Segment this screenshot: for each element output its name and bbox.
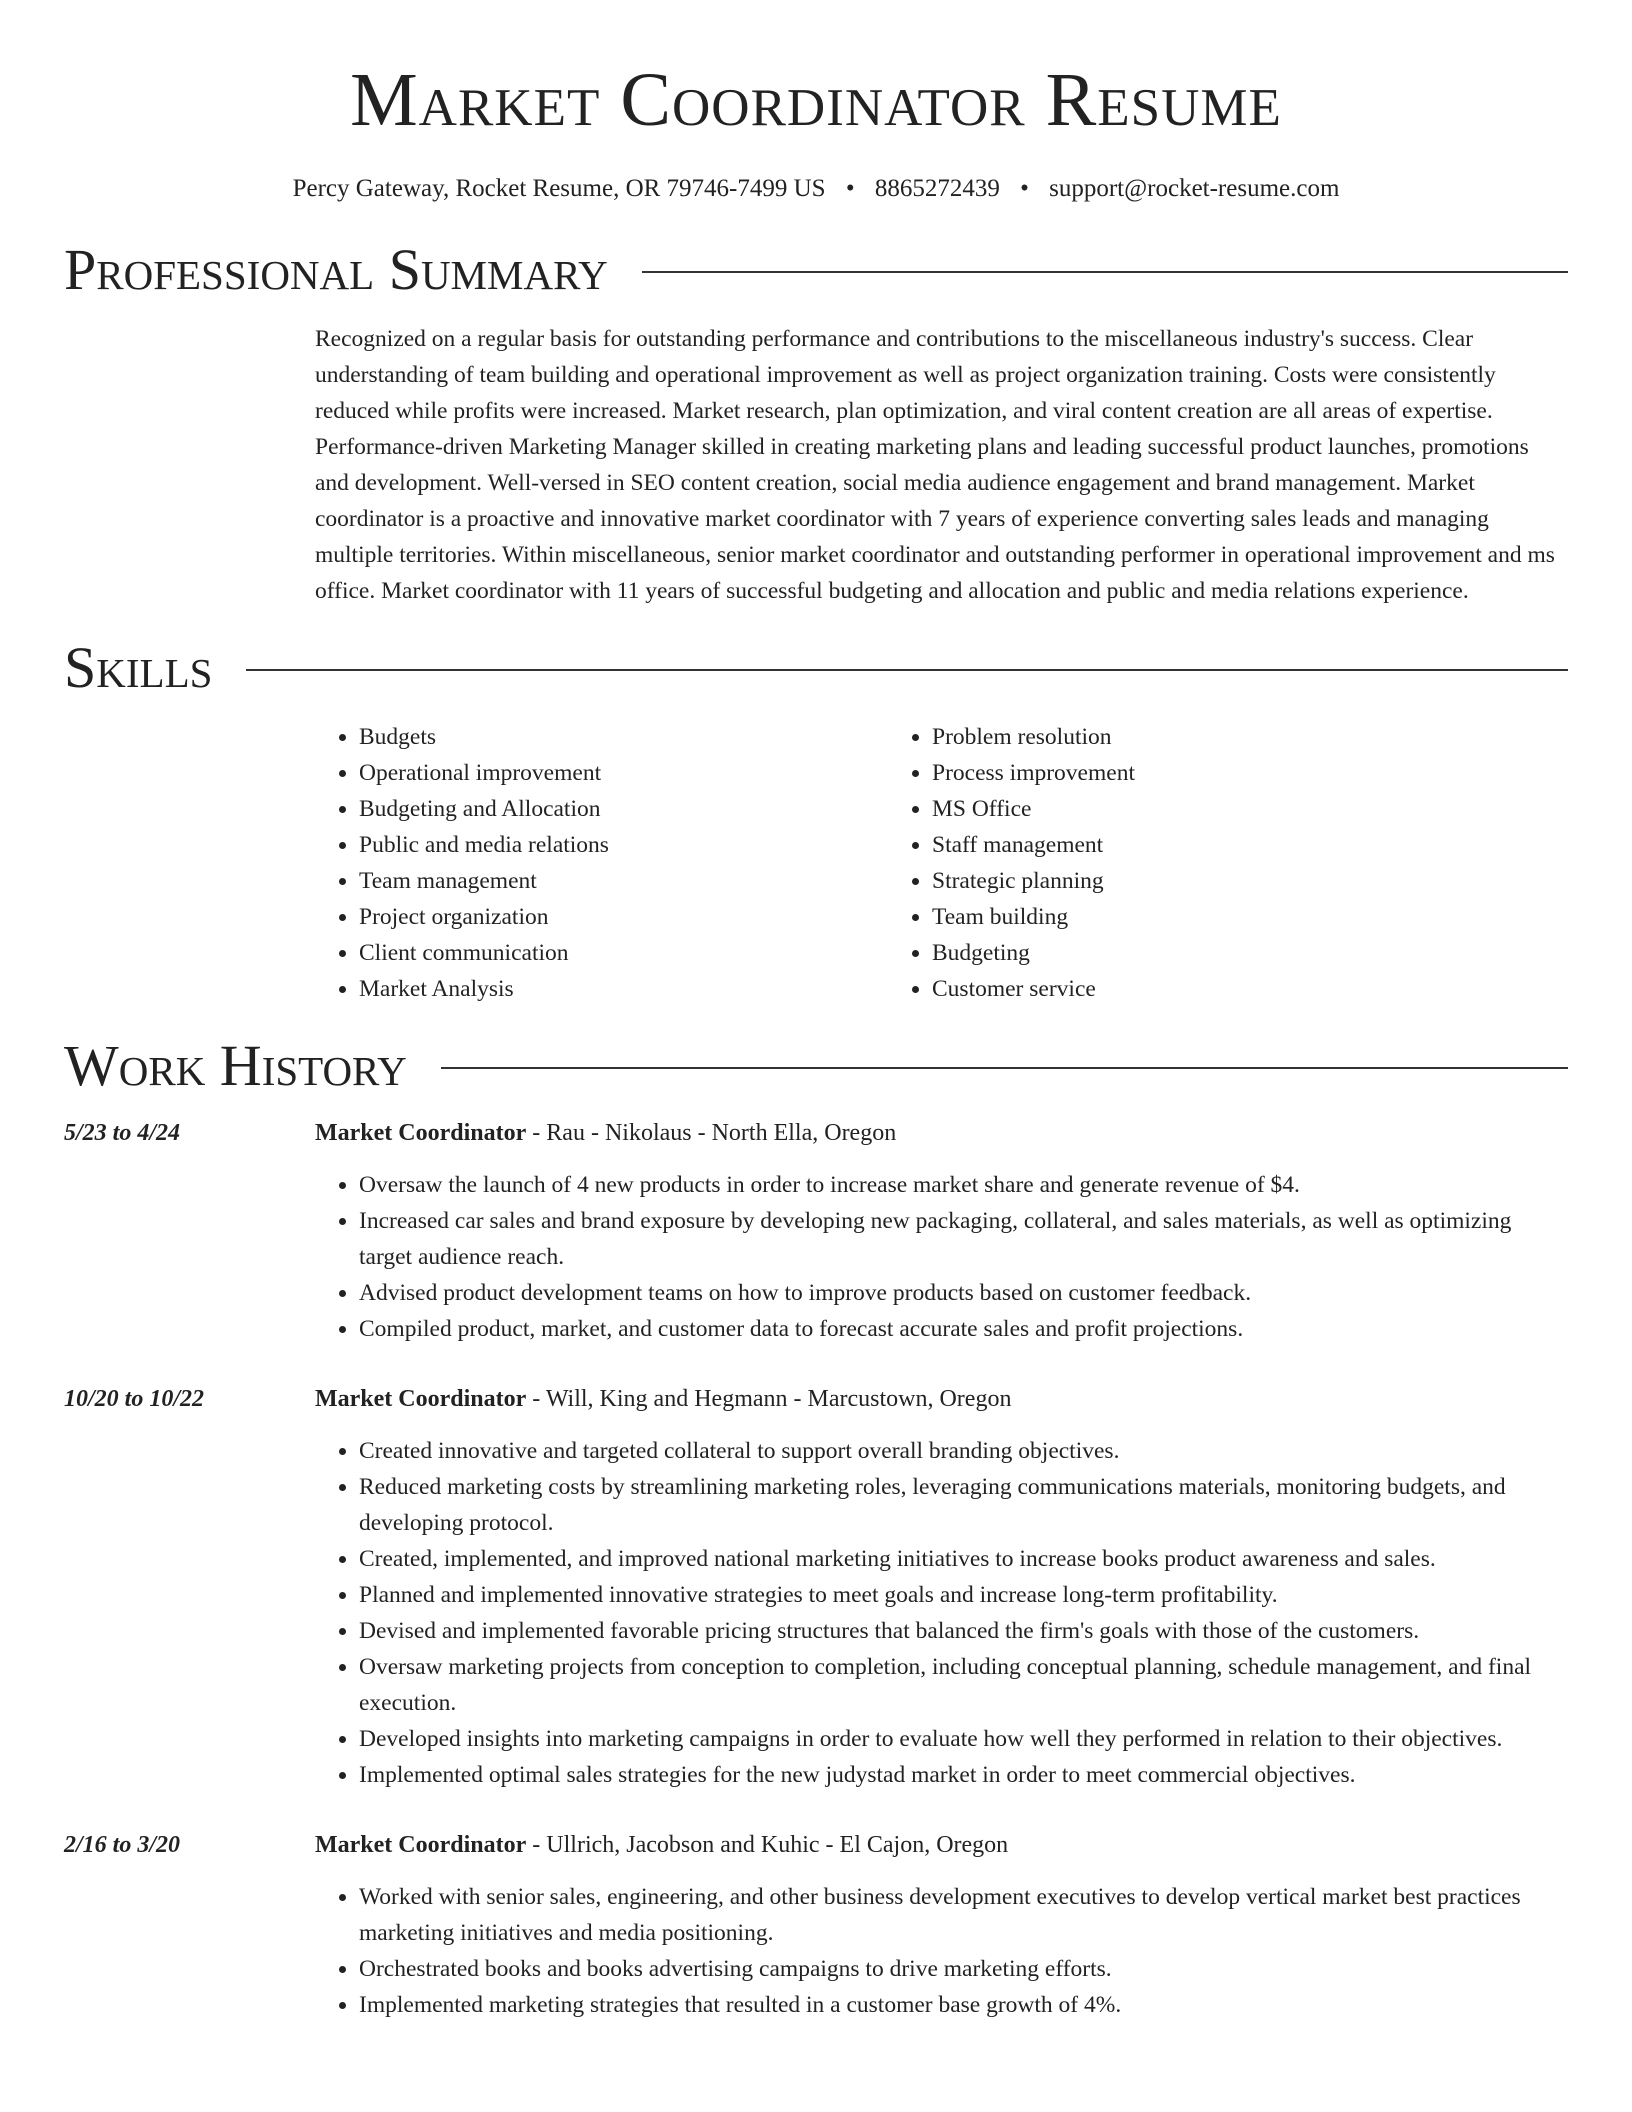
job-bullet: • Created innovative and targeted collateral to support overall branding objectives. xyxy=(359,1433,1568,1469)
skill-item: • Client communication xyxy=(359,935,888,971)
job-title: Market Coordinator xyxy=(315,1386,527,1412)
job-bullet: • Developed insights into marketing campaigns in order to evaluate how well they performed in relation to their objectives. xyxy=(359,1721,1568,1757)
skill-item: • Project organization xyxy=(359,899,888,935)
job-header xyxy=(315,1381,1568,1417)
job-employer: - Will, King and Hegmann - Marcustown, Oregon xyxy=(526,1386,1012,1412)
skill-item: • Problem resolution xyxy=(932,719,1135,755)
skills-heading: Skills xyxy=(64,635,213,700)
skill-item: • MS Office xyxy=(932,791,1135,827)
skills-list xyxy=(315,719,1568,1007)
job-dates: 5/23 to 4/24 xyxy=(64,1120,181,1146)
skill-item: • Customer service xyxy=(932,971,1135,1007)
job-bullet: • Advised product development teams on how to improve products based on customer feedback. xyxy=(359,1275,1568,1311)
job-bullet: • Created, implemented, and improved national marketing initiatives to increase books product awareness and sales. xyxy=(359,1541,1568,1577)
job-title: Market Coordinator xyxy=(315,1832,527,1858)
skill-item: • Team building xyxy=(932,899,1135,935)
job-bullet: • Increased car sales and brand exposure by developing new packaging, collateral, and sales materials, as well as optimizing target audience reach. xyxy=(359,1203,1568,1275)
contact-line xyxy=(64,176,1568,201)
job-body xyxy=(315,1115,1568,1347)
skills-section-header xyxy=(64,635,1568,700)
job-employer: - Ullrich, Jacobson and Kuhic - El Cajon, Oregon xyxy=(526,1832,1009,1858)
work-heading: Work History xyxy=(64,1033,407,1098)
skill-item: • Process improvement xyxy=(932,755,1135,791)
job-bullet: • Devised and implemented favorable pricing structures that balanced the firm's goals with those of the customers. xyxy=(359,1613,1568,1649)
job-entry xyxy=(64,1381,1568,1793)
summary-heading: Professional Summary xyxy=(64,237,608,302)
job-bullets xyxy=(315,1879,1568,2023)
job-bullet: • Orchestrated books and books advertising campaigns to drive marketing efforts. xyxy=(359,1951,1568,1987)
job-dates: 10/20 to 10/22 xyxy=(64,1386,205,1412)
skill-item: • Staff management xyxy=(932,827,1135,863)
contact-email: support@rocket-resume.com xyxy=(1049,175,1340,202)
section-divider xyxy=(246,669,1568,671)
work-section-header xyxy=(64,1033,1568,1098)
skills-column-2 xyxy=(888,719,1135,1007)
skill-item: • Budgeting xyxy=(932,935,1135,971)
job-employer: - Rau - Nikolaus - North Ella, Oregon xyxy=(526,1120,897,1146)
summary-text: Recognized on a regular basis for outstanding performance and contributions to the miscellaneous industry's success. Clear understanding of team building and operational improvement as well as project organization training. Costs were consistently reduced while profits were increased. Market research, plan optimization, and viral content creation are all areas of expertise. Performance-driven Marketing Manager skilled in creating marketing plans and leading successful product launches, promotions and development. Well-versed in SEO content creation, social media audience engagement and brand management. Market coordinator is a proactive and innovative market coordinator with 7 years of experience converting sales leads and managing multiple territories. Within miscellaneous, senior market coordinator and outstanding performer in operational improvement and ms office. Market coordinator with 11 years of successful budgeting and allocation and public and media relations experience. xyxy=(315,326,1555,604)
contact-address: Percy Gateway, Rocket Resume, OR 79746-7499 US xyxy=(292,175,826,202)
job-bullet: • Compiled product, market, and customer data to forecast accurate sales and profit projections. xyxy=(359,1311,1568,1347)
skill-item: • Operational improvement xyxy=(359,755,888,791)
job-bullet: • Oversaw the launch of 4 new products in order to increase market share and generate revenue of $4. xyxy=(359,1167,1568,1203)
page-title: Market Coordinator Resume xyxy=(350,58,1282,142)
job-bullet: • Implemented optimal sales strategies for the new judystad market in order to meet commercial objectives. xyxy=(359,1757,1568,1793)
skills-column-1 xyxy=(315,719,888,1007)
skill-item: • Budgets xyxy=(359,719,888,755)
section-divider xyxy=(441,1067,1568,1069)
section-divider xyxy=(642,271,1568,273)
job-header xyxy=(315,1115,1568,1151)
skill-item: • Public and media relations xyxy=(359,827,888,863)
contact-phone: 8865272439 xyxy=(874,175,1000,202)
job-header xyxy=(315,1827,1568,1863)
contact-separator: • xyxy=(845,175,855,202)
job-bullets xyxy=(315,1167,1568,1347)
skill-item: • Market Analysis xyxy=(359,971,888,1007)
skill-item: • Strategic planning xyxy=(932,863,1135,899)
job-body xyxy=(315,1827,1568,2023)
job-entry xyxy=(64,1115,1568,1347)
summary-section-header xyxy=(64,237,1568,302)
job-title: Market Coordinator xyxy=(315,1120,527,1146)
job-entry xyxy=(64,1827,1568,2023)
job-bullets xyxy=(315,1433,1568,1793)
job-body xyxy=(315,1381,1568,1793)
job-bullet: • Planned and implemented innovative strategies to meet goals and increase long-term profitability. xyxy=(359,1577,1568,1613)
skill-item: • Budgeting and Allocation xyxy=(359,791,888,827)
skill-item: • Team management xyxy=(359,863,888,899)
job-bullet: • Implemented marketing strategies that resulted in a customer base growth of 4%. xyxy=(359,1987,1568,2023)
job-bullet: • Reduced marketing costs by streamlining marketing roles, leveraging communications materials, monitoring budgets, and developing protocol. xyxy=(359,1469,1568,1541)
job-bullet: • Worked with senior sales, engineering, and other business development executives to develop vertical market best practices marketing initiatives and media positioning. xyxy=(359,1879,1568,1951)
contact-separator: • xyxy=(1020,175,1029,202)
job-dates: 2/16 to 3/20 xyxy=(64,1832,181,1858)
job-bullet: • Oversaw marketing projects from conception to completion, including conceptual planning, schedule management, and final execution. xyxy=(359,1649,1568,1721)
